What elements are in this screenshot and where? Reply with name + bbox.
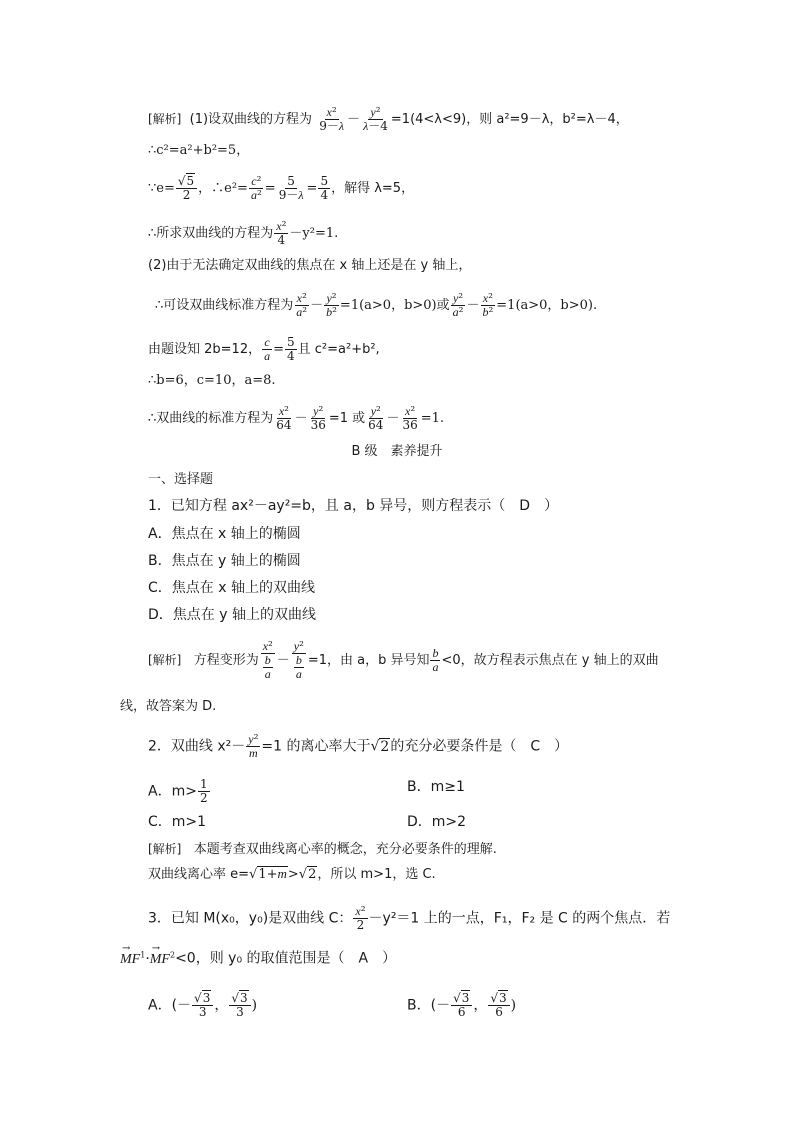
fraction: $\frac{\text{x²}}{36}$ [402,404,418,432]
fraction: $\frac{√3}{3}$ [229,992,250,1019]
fraction: $\frac{5}{9-\lambda}$ [278,174,304,202]
fraction: $\frac{c}{a}$ [264,335,271,363]
question-1-option-a: A．焦点在 x 轴上的椭圆 [148,526,301,542]
question-1-analysis: [解析] 方程变形为 $\frac{\text{x²}}{\frac{b}{a}}$ － $\frac{\text{y²}}{\frac{b}{a}}$ =1，由 a，b 异号知 $\frac{b}{a}$ <0，故方程表示焦点在 y 轴上的双曲 [148,639,659,681]
solution-line-4: ∴所求双曲线的方程为 $\frac{\text{x²}}{4}$ －y²=1. [148,219,339,247]
solution-line-7: 由题设知 2b=12， $\frac{c}{a}$ = $\frac{5}{4}$ 且 c²=a²+b², [148,335,380,363]
question-2-option-b: B．m≥1 [407,779,465,795]
fraction: $\frac{√3}{3}$ [192,992,213,1019]
section-title: B 级 素养提升 [351,444,443,459]
question-3-option-b: B．(－ $\frac{√3}{6}$ ， $\frac{√3}{6}$ ) [407,991,517,1019]
fraction: $\frac{\text{x²}}{\text{b²}}$ [482,291,494,319]
question-2-analysis: [解析] 本题考查双曲线离心率的概念，充分必要条件的理解. [148,842,497,857]
question-1-stem: 1．已知方程 ax²－ay²=b，且 a，b 异号，则方程表示（ D ） [148,498,559,514]
fraction: $\frac{\text{y²}}{\lambda-4}$ [363,105,388,133]
analysis-tag: [解析] [148,842,182,856]
fraction: $\frac{b}{a}$ [432,646,439,674]
fraction: $\frac{\text{x²}}{9-\lambda}$ [319,105,345,133]
question-1-option-d: D．焦点在 y 轴上的双曲线 [148,607,316,623]
question-1-analysis-tail: 线，故答案为 D. [120,699,217,714]
solution-line-5: (2)由于无法确定双曲线的焦点在 x 轴上还是在 y 轴上， [148,258,472,273]
question-3-stem: 3．已知 M(x₀，y₀)是双曲线 C： $\frac{\text{x²}}{2}$ －y²＝1 上的一点，F₁，F₂ 是 C 的两个焦点．若 [148,904,671,932]
fraction: $\frac{\text{y²}}{\frac{b}{a}}$ [293,639,304,681]
analysis-tag: [解析] [148,112,182,126]
question-2-stem: 2．双曲线 x²－ $\frac{\text{y²}}{m}$ =1 的离心率大于√2的充分必要条件是（ C ） [148,732,569,760]
solution-line-2: ∴c²=a²+b²=5， [148,143,250,158]
question-3-option-a: A．(－ $\frac{√3}{3}$ ， $\frac{√3}{3}$ ) [148,991,258,1019]
solution-line-8: ∴b=6，c=10，a=8. [148,373,276,388]
question-3-stem-line-2: → $MF^1\cdot$ → $MF^2<0$，则 y₀ 的取值范围是（ A ） [120,942,397,967]
solution-line-9: ∴双曲线的标准方程为 $\frac{\text{x²}}{64}$ － $\frac{\text{y²}}{36}$ =1 或 $\frac{\text{y²}}{64}$ － $\frac{\text{x²}}{36}$ =1. [148,404,445,432]
fraction: $\frac{\text{y²}}{m}$ [248,732,259,760]
fraction: $\frac{\text{x²}}{2}$ [355,904,366,932]
fraction: $\frac{\text{y²}}{36}$ [310,404,326,432]
fraction: $\frac{5}{4}$ [320,174,329,202]
question-1-option-c: C．焦点在 x 轴上的双曲线 [148,580,315,596]
question-2-option-d: D．m>2 [407,814,467,830]
question-2-option-c: C．m>1 [148,814,207,830]
fraction: $\frac{1}{2}$ [199,777,208,805]
fraction: $\frac{\text{x²}}{4}$ [276,219,287,247]
fraction: $\frac{\text{y²}}{64}$ [368,404,384,432]
fraction: $\frac{\text{x²}}{\text{a²}}$ [296,291,308,319]
fraction: $\frac{\text{y²}}{\text{b²}}$ [326,291,337,319]
fraction: $\frac{√3}{6}$ [451,992,472,1019]
question-2-option-a: A．m> $\frac{1}{2}$ [148,777,208,805]
fraction: $\frac{√3}{6}$ [488,992,509,1019]
solution-line-6: ∴可设双曲线标准方程为 $\frac{\text{x²}}{\text{a²}}$ － $\frac{\text{y²}}{\text{b²}}$ =1(a>0，b>0)或 $\frac{\text{y²}}{\text{a²}}$ － $\frac{\text{x²}}{\text{b²}}$ =1(a>0，b>0). [155,291,598,319]
section-subtitle: 一、选择题 [148,472,214,487]
fraction: $\frac{\text{x²}}{64}$ [276,404,292,432]
solution-line-1: [解析] (1)设双曲线的方程为 $\frac{\text{x²}}{9-\lambda}$ － $\frac{\text{y²}}{\lambda-4}$ =1(4<λ<9)，则 a²=9－λ，b²=λ－4， [148,105,629,133]
analysis-tag: [解析] [148,653,182,667]
question-1-option-b: B．焦点在 y 轴上的椭圆 [148,553,301,569]
fraction: $\frac{5}{4}$ [287,335,295,363]
fraction: $\frac{\text{c²}}{\text{a²}}$ [250,174,262,202]
vector-mf1: → $MF^1\cdot$ → $MF^2$ [120,942,176,967]
question-2-analysis-line-2: 双曲线离心率 e=√1+m>√2，所以 m>1，选 C. [148,866,436,882]
fraction: $\frac{\text{x²}}{\frac{b}{a}}$ [262,639,273,681]
fraction: $\frac{\text{y²}}{\text{a²}}$ [452,291,464,319]
solution-line-3: ∵e= $\frac{√5}{2}$ ，∴e²= $\frac{\text{c²}}{\text{a²}}$ = $\frac{5}{9-\lambda}$ = $\frac{5}{4}$ ，解得 λ=5， [148,174,415,202]
fraction: $\frac{√5}{2}$ [176,175,197,202]
